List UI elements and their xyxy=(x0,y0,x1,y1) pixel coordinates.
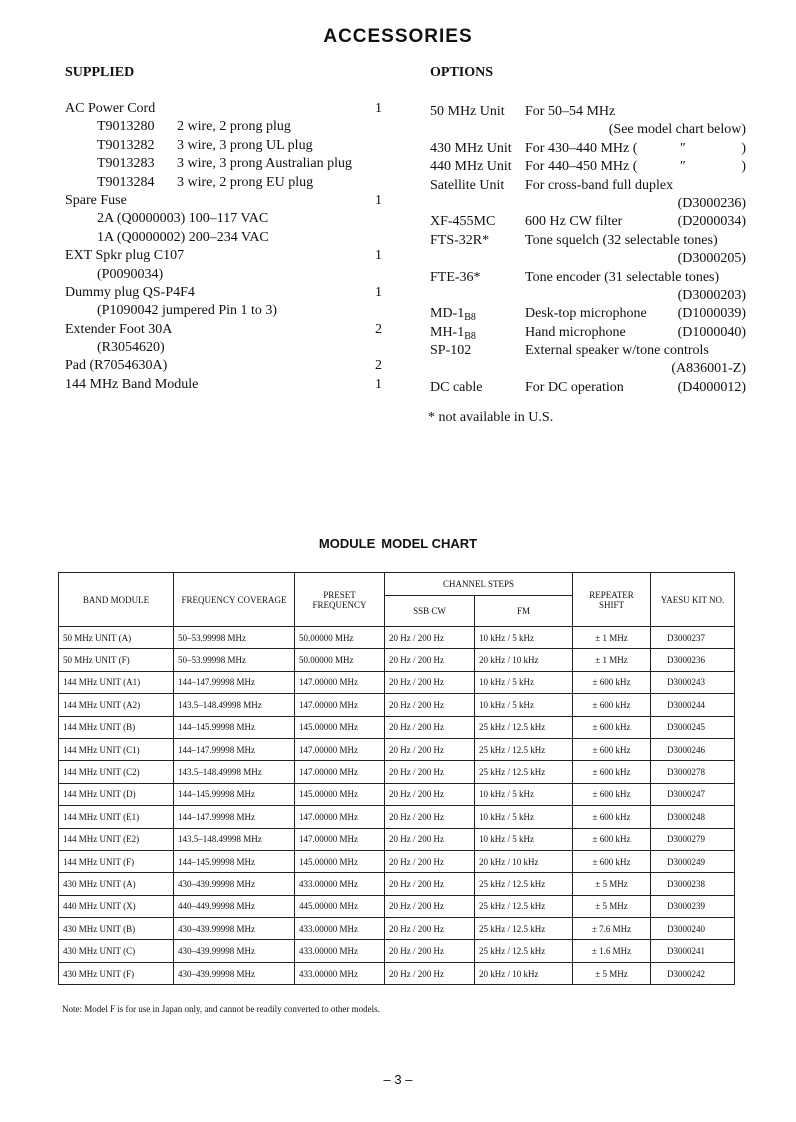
cell-ssb-cw-step: 20 Hz / 200 Hz xyxy=(385,873,475,895)
part-description: 2 wire, 2 prong plug xyxy=(177,119,291,135)
ditto-mark: ″ xyxy=(680,140,686,156)
cell-kit-number: D3000241 xyxy=(651,940,735,962)
supplied-item-sub xyxy=(65,119,291,134)
option-item xyxy=(430,158,746,176)
option-name-text: 440 MHz Unit xyxy=(430,159,512,175)
option-detail: (A836001-Z) xyxy=(671,361,746,377)
supplied-item xyxy=(65,118,385,136)
cell-frequency-coverage: 143.5–148.49998 MHz xyxy=(174,828,295,850)
cell-preset-frequency: 145.00000 MHz xyxy=(295,716,385,738)
supplied-item-qty: 1 xyxy=(375,101,382,116)
option-item xyxy=(430,250,746,268)
cell-ssb-cw-step: 20 Hz / 200 Hz xyxy=(385,671,475,693)
cell-band-module: 144 MHz UNIT (A2) xyxy=(59,694,174,716)
cell-band-module: 430 MHz UNIT (F) xyxy=(59,962,174,984)
option-name-text: FTE-36* xyxy=(430,269,481,285)
cell-frequency-coverage: 144–147.99998 MHz xyxy=(174,671,295,693)
option-description: Hand microphone xyxy=(525,324,626,340)
option-detail: (D3000205) xyxy=(677,251,746,267)
cell-fm-step: 10 kHz / 5 kHz xyxy=(475,806,573,828)
option-item xyxy=(430,213,746,231)
option-description: For DC operation xyxy=(525,379,624,395)
supplied-item-text: (R3054620) xyxy=(97,340,165,356)
supplied-item-text: (P0090034) xyxy=(97,266,164,282)
cell-kit-number: D3000236 xyxy=(651,649,735,671)
closing-paren: ) xyxy=(741,140,746,156)
chart-body xyxy=(59,627,735,985)
option-name xyxy=(430,269,481,287)
part-number: T9013284 xyxy=(97,174,155,190)
table-row xyxy=(59,806,735,828)
option-name-text: MD-1 xyxy=(430,306,465,322)
cell-kit-number: D3000278 xyxy=(651,761,735,783)
cell-repeater-shift: ± 600 kHz xyxy=(573,850,651,872)
cell-band-module: 144 MHz UNIT (E2) xyxy=(59,828,174,850)
cell-ssb-cw-step: 20 Hz / 200 Hz xyxy=(385,918,475,940)
part-description: 3 wire, 3 prong Australian plug xyxy=(177,156,352,172)
cell-frequency-coverage: 430–439.99998 MHz xyxy=(174,962,295,984)
option-item xyxy=(430,287,746,305)
cell-fm-step: 10 kHz / 5 kHz xyxy=(475,828,573,850)
supplied-item-qty: 1 xyxy=(375,284,382,300)
table-row xyxy=(59,783,735,805)
cell-band-module: 144 MHz UNIT (B) xyxy=(59,716,174,738)
cell-frequency-coverage: 144–145.99998 MHz xyxy=(174,716,295,738)
supplied-item-text: 1A (Q0000002) 200–234 VAC xyxy=(97,229,269,245)
cell-kit-number: D3000237 xyxy=(651,627,735,649)
supplied-item-text: Extender Foot 30A xyxy=(65,321,173,337)
cell-fm-step: 20 kHz / 10 kHz xyxy=(475,962,573,984)
cell-ssb-cw-step: 20 Hz / 200 Hz xyxy=(385,850,475,872)
cell-band-module: 144 MHz UNIT (E1) xyxy=(59,806,174,828)
cell-preset-frequency: 433.00000 MHz xyxy=(295,918,385,940)
supplied-item-text: Pad (R7054630A) xyxy=(65,358,168,374)
cell-kit-number: D3000242 xyxy=(651,962,735,984)
cell-band-module: 144 MHz UNIT (A1) xyxy=(59,671,174,693)
header-yaesu-kit-no: YAESU KIT NO. xyxy=(651,573,735,627)
table-row xyxy=(59,738,735,760)
supplied-item-text: Spare Fuse xyxy=(65,192,127,208)
option-description: For 430–440 MHz ( xyxy=(525,140,638,156)
cell-preset-frequency: 433.00000 MHz xyxy=(295,962,385,984)
table-row xyxy=(59,828,735,850)
option-item xyxy=(430,121,746,139)
cell-frequency-coverage: 144–147.99998 MHz xyxy=(174,738,295,760)
option-name-subscript: B8 xyxy=(464,312,476,324)
cell-repeater-shift: ± 600 kHz xyxy=(573,738,651,760)
option-item xyxy=(430,140,746,158)
cell-ssb-cw-step: 20 Hz / 200 Hz xyxy=(385,738,475,760)
cell-preset-frequency: 445.00000 MHz xyxy=(295,895,385,917)
table-row xyxy=(59,873,735,895)
cell-kit-number: D3000247 xyxy=(651,783,735,805)
cell-frequency-coverage: 143.5–148.49998 MHz xyxy=(174,694,295,716)
cell-repeater-shift: ± 600 kHz xyxy=(573,806,651,828)
supplied-item xyxy=(65,247,385,265)
supplied-item-sub xyxy=(65,175,313,190)
cell-band-module: 430 MHz UNIT (A) xyxy=(59,873,174,895)
cell-fm-step: 10 kHz / 5 kHz xyxy=(475,627,573,649)
chart-title-part-b: MODEL CHART xyxy=(381,536,478,551)
supplied-item-text: 144 MHz Band Module xyxy=(65,376,199,392)
cell-kit-number: D3000246 xyxy=(651,738,735,760)
cell-preset-frequency: 147.00000 MHz xyxy=(295,806,385,828)
cell-frequency-coverage: 143.5–148.49998 MHz xyxy=(174,761,295,783)
part-number: T9013282 xyxy=(97,137,155,153)
table-row xyxy=(59,716,735,738)
supplied-item-text: AC Power Cord xyxy=(65,101,156,116)
cell-frequency-coverage: 144–145.99998 MHz xyxy=(174,850,295,872)
supplied-item xyxy=(65,321,385,339)
option-part-number: (D4000012) xyxy=(677,379,746,395)
option-name xyxy=(430,177,504,195)
option-description: For 50–54 MHz xyxy=(525,104,616,119)
option-detail: (D3000236) xyxy=(677,195,746,211)
supplied-item xyxy=(65,284,385,302)
supplied-item xyxy=(65,229,385,247)
cell-band-module: 430 MHz UNIT (C) xyxy=(59,940,174,962)
option-description: For 440–450 MHz ( xyxy=(525,159,638,175)
option-name xyxy=(430,158,512,176)
cell-frequency-coverage: 144–145.99998 MHz xyxy=(174,783,295,805)
cell-preset-frequency: 145.00000 MHz xyxy=(295,783,385,805)
page-number: – 3 – xyxy=(383,1072,413,1087)
option-part-number: (D1000040) xyxy=(677,324,746,340)
supplied-item xyxy=(65,155,385,173)
cell-frequency-coverage: 50–53.99998 MHz xyxy=(174,649,295,671)
option-item xyxy=(430,324,746,342)
cell-repeater-shift: ± 600 kHz xyxy=(573,716,651,738)
options-heading: OPTIONS xyxy=(430,65,494,80)
option-name xyxy=(430,103,505,121)
option-item xyxy=(430,379,746,397)
part-description: 3 wire, 3 prong UL plug xyxy=(177,137,313,153)
supplied-item xyxy=(65,376,385,394)
cell-fm-step: 10 kHz / 5 kHz xyxy=(475,671,573,693)
supplied-item xyxy=(65,210,385,228)
header-repeater-shift: REPEATER SHIFT xyxy=(573,573,651,627)
cell-kit-number: D3000279 xyxy=(651,828,735,850)
cell-repeater-shift: ± 5 MHz xyxy=(573,873,651,895)
option-item xyxy=(430,269,746,287)
supplied-item xyxy=(65,174,385,192)
supplied-item-qty: 2 xyxy=(375,358,382,374)
option-name xyxy=(430,213,495,231)
part-number: T9013280 xyxy=(97,119,155,135)
chart-title xyxy=(0,536,796,551)
supplied-list xyxy=(65,100,385,394)
option-item xyxy=(430,103,746,121)
cell-fm-step: 25 kHz / 12.5 kHz xyxy=(475,895,573,917)
supplied-item-sub xyxy=(65,138,313,153)
cell-ssb-cw-step: 20 Hz / 200 Hz xyxy=(385,694,475,716)
option-item xyxy=(430,195,746,213)
cell-repeater-shift: ± 600 kHz xyxy=(573,828,651,850)
supplied-item xyxy=(65,192,385,210)
supplied-item xyxy=(65,137,385,155)
option-name xyxy=(430,140,512,158)
option-name-text: DC cable xyxy=(430,379,483,395)
cell-repeater-shift: ± 1.6 MHz xyxy=(573,940,651,962)
header-ssb-cw: SSB CW xyxy=(385,596,475,627)
cell-fm-step: 10 kHz / 5 kHz xyxy=(475,783,573,805)
cell-frequency-coverage: 50–53.99998 MHz xyxy=(174,627,295,649)
cell-ssb-cw-step: 20 Hz / 200 Hz xyxy=(385,716,475,738)
chart-note: Note: Model F is for use in Japan only, and cannot be readily converted to other models. xyxy=(62,1004,380,1014)
ditto-mark: ″ xyxy=(680,159,686,175)
cell-band-module: 430 MHz UNIT (B) xyxy=(59,918,174,940)
supplied-item-text: Dummy plug QS-P4F4 xyxy=(65,284,195,300)
table-row xyxy=(59,761,735,783)
cell-ssb-cw-step: 20 Hz / 200 Hz xyxy=(385,806,475,828)
supplied-heading: SUPPLIED xyxy=(65,65,135,80)
cell-frequency-coverage: 144–147.99998 MHz xyxy=(174,806,295,828)
cell-fm-step: 25 kHz / 12.5 kHz xyxy=(475,716,573,738)
header-frequency-coverage: FREQUENCY COVERAGE xyxy=(174,573,295,627)
cell-frequency-coverage: 430–439.99998 MHz xyxy=(174,940,295,962)
cell-preset-frequency: 147.00000 MHz xyxy=(295,761,385,783)
cell-repeater-shift: ± 600 kHz xyxy=(573,761,651,783)
cell-fm-step: 25 kHz / 12.5 kHz xyxy=(475,738,573,760)
header-preset-frequency: PRESET FREQUENCY xyxy=(295,573,385,627)
cell-repeater-shift: ± 600 kHz xyxy=(573,671,651,693)
cell-frequency-coverage: 430–439.99998 MHz xyxy=(174,918,295,940)
cell-fm-step: 25 kHz / 12.5 kHz xyxy=(475,940,573,962)
cell-preset-frequency: 145.00000 MHz xyxy=(295,850,385,872)
cell-ssb-cw-step: 20 Hz / 200 Hz xyxy=(385,761,475,783)
cell-band-module: 144 MHz UNIT (F) xyxy=(59,850,174,872)
supplied-item-text: EXT Spkr plug C107 xyxy=(65,248,185,264)
cell-ssb-cw-step: 20 Hz / 200 Hz xyxy=(385,828,475,850)
option-name-text: 430 MHz Unit xyxy=(430,140,512,156)
cell-band-module: 50 MHz UNIT (F) xyxy=(59,649,174,671)
option-description: Desk-top microphone xyxy=(525,306,647,322)
table-row xyxy=(59,918,735,940)
chart-title-part-a: MODULE xyxy=(318,536,376,551)
cell-repeater-shift: ± 5 MHz xyxy=(573,962,651,984)
cell-ssb-cw-step: 20 Hz / 200 Hz xyxy=(385,962,475,984)
cell-ssb-cw-step: 20 Hz / 200 Hz xyxy=(385,783,475,805)
cell-preset-frequency: 433.00000 MHz xyxy=(295,940,385,962)
cell-kit-number: D3000240 xyxy=(651,918,735,940)
supplied-item xyxy=(65,339,385,357)
cell-ssb-cw-step: 20 Hz / 200 Hz xyxy=(385,649,475,671)
table-row xyxy=(59,962,735,984)
closing-paren: ) xyxy=(741,159,746,175)
option-description: Tone encoder (31 selectable tones) xyxy=(525,269,720,285)
cell-kit-number: D3000239 xyxy=(651,895,735,917)
cell-repeater-shift: ± 600 kHz xyxy=(573,783,651,805)
cell-fm-step: 25 kHz / 12.5 kHz xyxy=(475,761,573,783)
cell-repeater-shift: ± 600 kHz xyxy=(573,694,651,716)
supplied-item-qty: 1 xyxy=(375,192,382,208)
cell-fm-step: 20 kHz / 10 kHz xyxy=(475,850,573,872)
cell-repeater-shift: ± 1 MHz xyxy=(573,649,651,671)
cell-fm-step: 25 kHz / 12.5 kHz xyxy=(475,873,573,895)
cell-fm-step: 25 kHz / 12.5 kHz xyxy=(475,918,573,940)
header-channel-steps: CHANNEL STEPS xyxy=(385,573,573,596)
option-name xyxy=(430,379,482,397)
option-item xyxy=(430,342,746,360)
cell-preset-frequency: 433.00000 MHz xyxy=(295,873,385,895)
option-name-text: MH-1 xyxy=(430,324,465,340)
option-item xyxy=(430,232,746,250)
supplied-item-text: (P1090042 jumpered Pin 1 to 3) xyxy=(97,303,278,319)
table-row xyxy=(59,627,735,649)
option-name-text: XF-455MC xyxy=(430,214,496,230)
option-name xyxy=(430,232,489,250)
table-row xyxy=(59,940,735,962)
cell-preset-frequency: 50.00000 MHz xyxy=(295,649,385,671)
option-part-number: (D1000039) xyxy=(677,306,746,322)
cell-frequency-coverage: 440–449.99998 MHz xyxy=(174,895,295,917)
option-description: External speaker w/tone controls xyxy=(525,343,709,359)
supplied-item xyxy=(65,357,385,375)
cell-repeater-shift: ± 7.6 MHz xyxy=(573,918,651,940)
cell-preset-frequency: 147.00000 MHz xyxy=(295,671,385,693)
part-number: T9013283 xyxy=(97,156,155,172)
supplied-item xyxy=(65,266,385,284)
cell-ssb-cw-step: 20 Hz / 200 Hz xyxy=(385,895,475,917)
table-row xyxy=(59,694,735,716)
option-name-subscript: B8 xyxy=(464,330,476,342)
table-row xyxy=(59,850,735,872)
options-footnote: * not available in U.S. xyxy=(428,410,554,425)
cell-kit-number: D3000238 xyxy=(651,873,735,895)
cell-band-module: 144 MHz UNIT (C1) xyxy=(59,738,174,760)
option-name-text: SP-102 xyxy=(430,343,472,359)
cell-band-module: 144 MHz UNIT (C2) xyxy=(59,761,174,783)
cell-preset-frequency: 147.00000 MHz xyxy=(295,738,385,760)
option-name-text: 50 MHz Unit xyxy=(430,104,505,119)
cell-ssb-cw-step: 20 Hz / 200 Hz xyxy=(385,940,475,962)
cell-preset-frequency: 50.00000 MHz xyxy=(295,627,385,649)
cell-band-module: 440 MHz UNIT (X) xyxy=(59,895,174,917)
supplied-item-qty: 2 xyxy=(375,321,382,337)
cell-fm-step: 20 kHz / 10 kHz xyxy=(475,649,573,671)
page-title: ACCESSORIES xyxy=(323,26,473,47)
supplied-item xyxy=(65,302,385,320)
supplied-item xyxy=(65,100,385,118)
option-part-number: (D2000034) xyxy=(677,214,746,230)
header-fm: FM xyxy=(475,596,573,627)
table-row xyxy=(59,671,735,693)
option-detail: (D3000203) xyxy=(677,287,746,303)
option-item xyxy=(430,305,746,323)
option-description: For cross-band full duplex xyxy=(525,177,674,193)
part-description: 3 wire, 2 prong EU plug xyxy=(177,174,314,190)
cell-kit-number: D3000244 xyxy=(651,694,735,716)
cell-ssb-cw-step: 20 Hz / 200 Hz xyxy=(385,627,475,649)
cell-preset-frequency: 147.00000 MHz xyxy=(295,828,385,850)
option-item xyxy=(430,177,746,195)
cell-fm-step: 10 kHz / 5 kHz xyxy=(475,694,573,716)
cell-band-module: 50 MHz UNIT (A) xyxy=(59,627,174,649)
option-name-text: Satellite Unit xyxy=(430,177,505,193)
module-model-chart xyxy=(58,572,735,985)
options-list xyxy=(430,103,746,397)
cell-kit-number: D3000245 xyxy=(651,716,735,738)
option-description: Tone squelch (32 selectable tones) xyxy=(525,232,718,248)
supplied-item-qty: 1 xyxy=(375,376,382,392)
table-row xyxy=(59,895,735,917)
supplied-item-text: 2A (Q0000003) 100–117 VAC xyxy=(97,211,269,227)
supplied-item-sub xyxy=(65,156,352,171)
cell-frequency-coverage: 430–439.99998 MHz xyxy=(174,873,295,895)
cell-kit-number: D3000248 xyxy=(651,806,735,828)
option-detail: (See model chart below) xyxy=(608,122,746,138)
cell-preset-frequency: 147.00000 MHz xyxy=(295,694,385,716)
option-name-text: FTS-32R* xyxy=(430,232,490,248)
header-band-module: BAND MODULE xyxy=(59,573,174,627)
cell-repeater-shift: ± 5 MHz xyxy=(573,895,651,917)
cell-band-module: 144 MHz UNIT (D) xyxy=(59,783,174,805)
cell-repeater-shift: ± 1 MHz xyxy=(573,627,651,649)
option-description: 600 Hz CW filter xyxy=(525,214,623,230)
option-item xyxy=(430,360,746,378)
cell-kit-number: D3000243 xyxy=(651,671,735,693)
supplied-item-qty: 1 xyxy=(375,248,382,264)
table-row xyxy=(59,649,735,671)
option-name xyxy=(430,342,471,360)
cell-kit-number: D3000249 xyxy=(651,850,735,872)
